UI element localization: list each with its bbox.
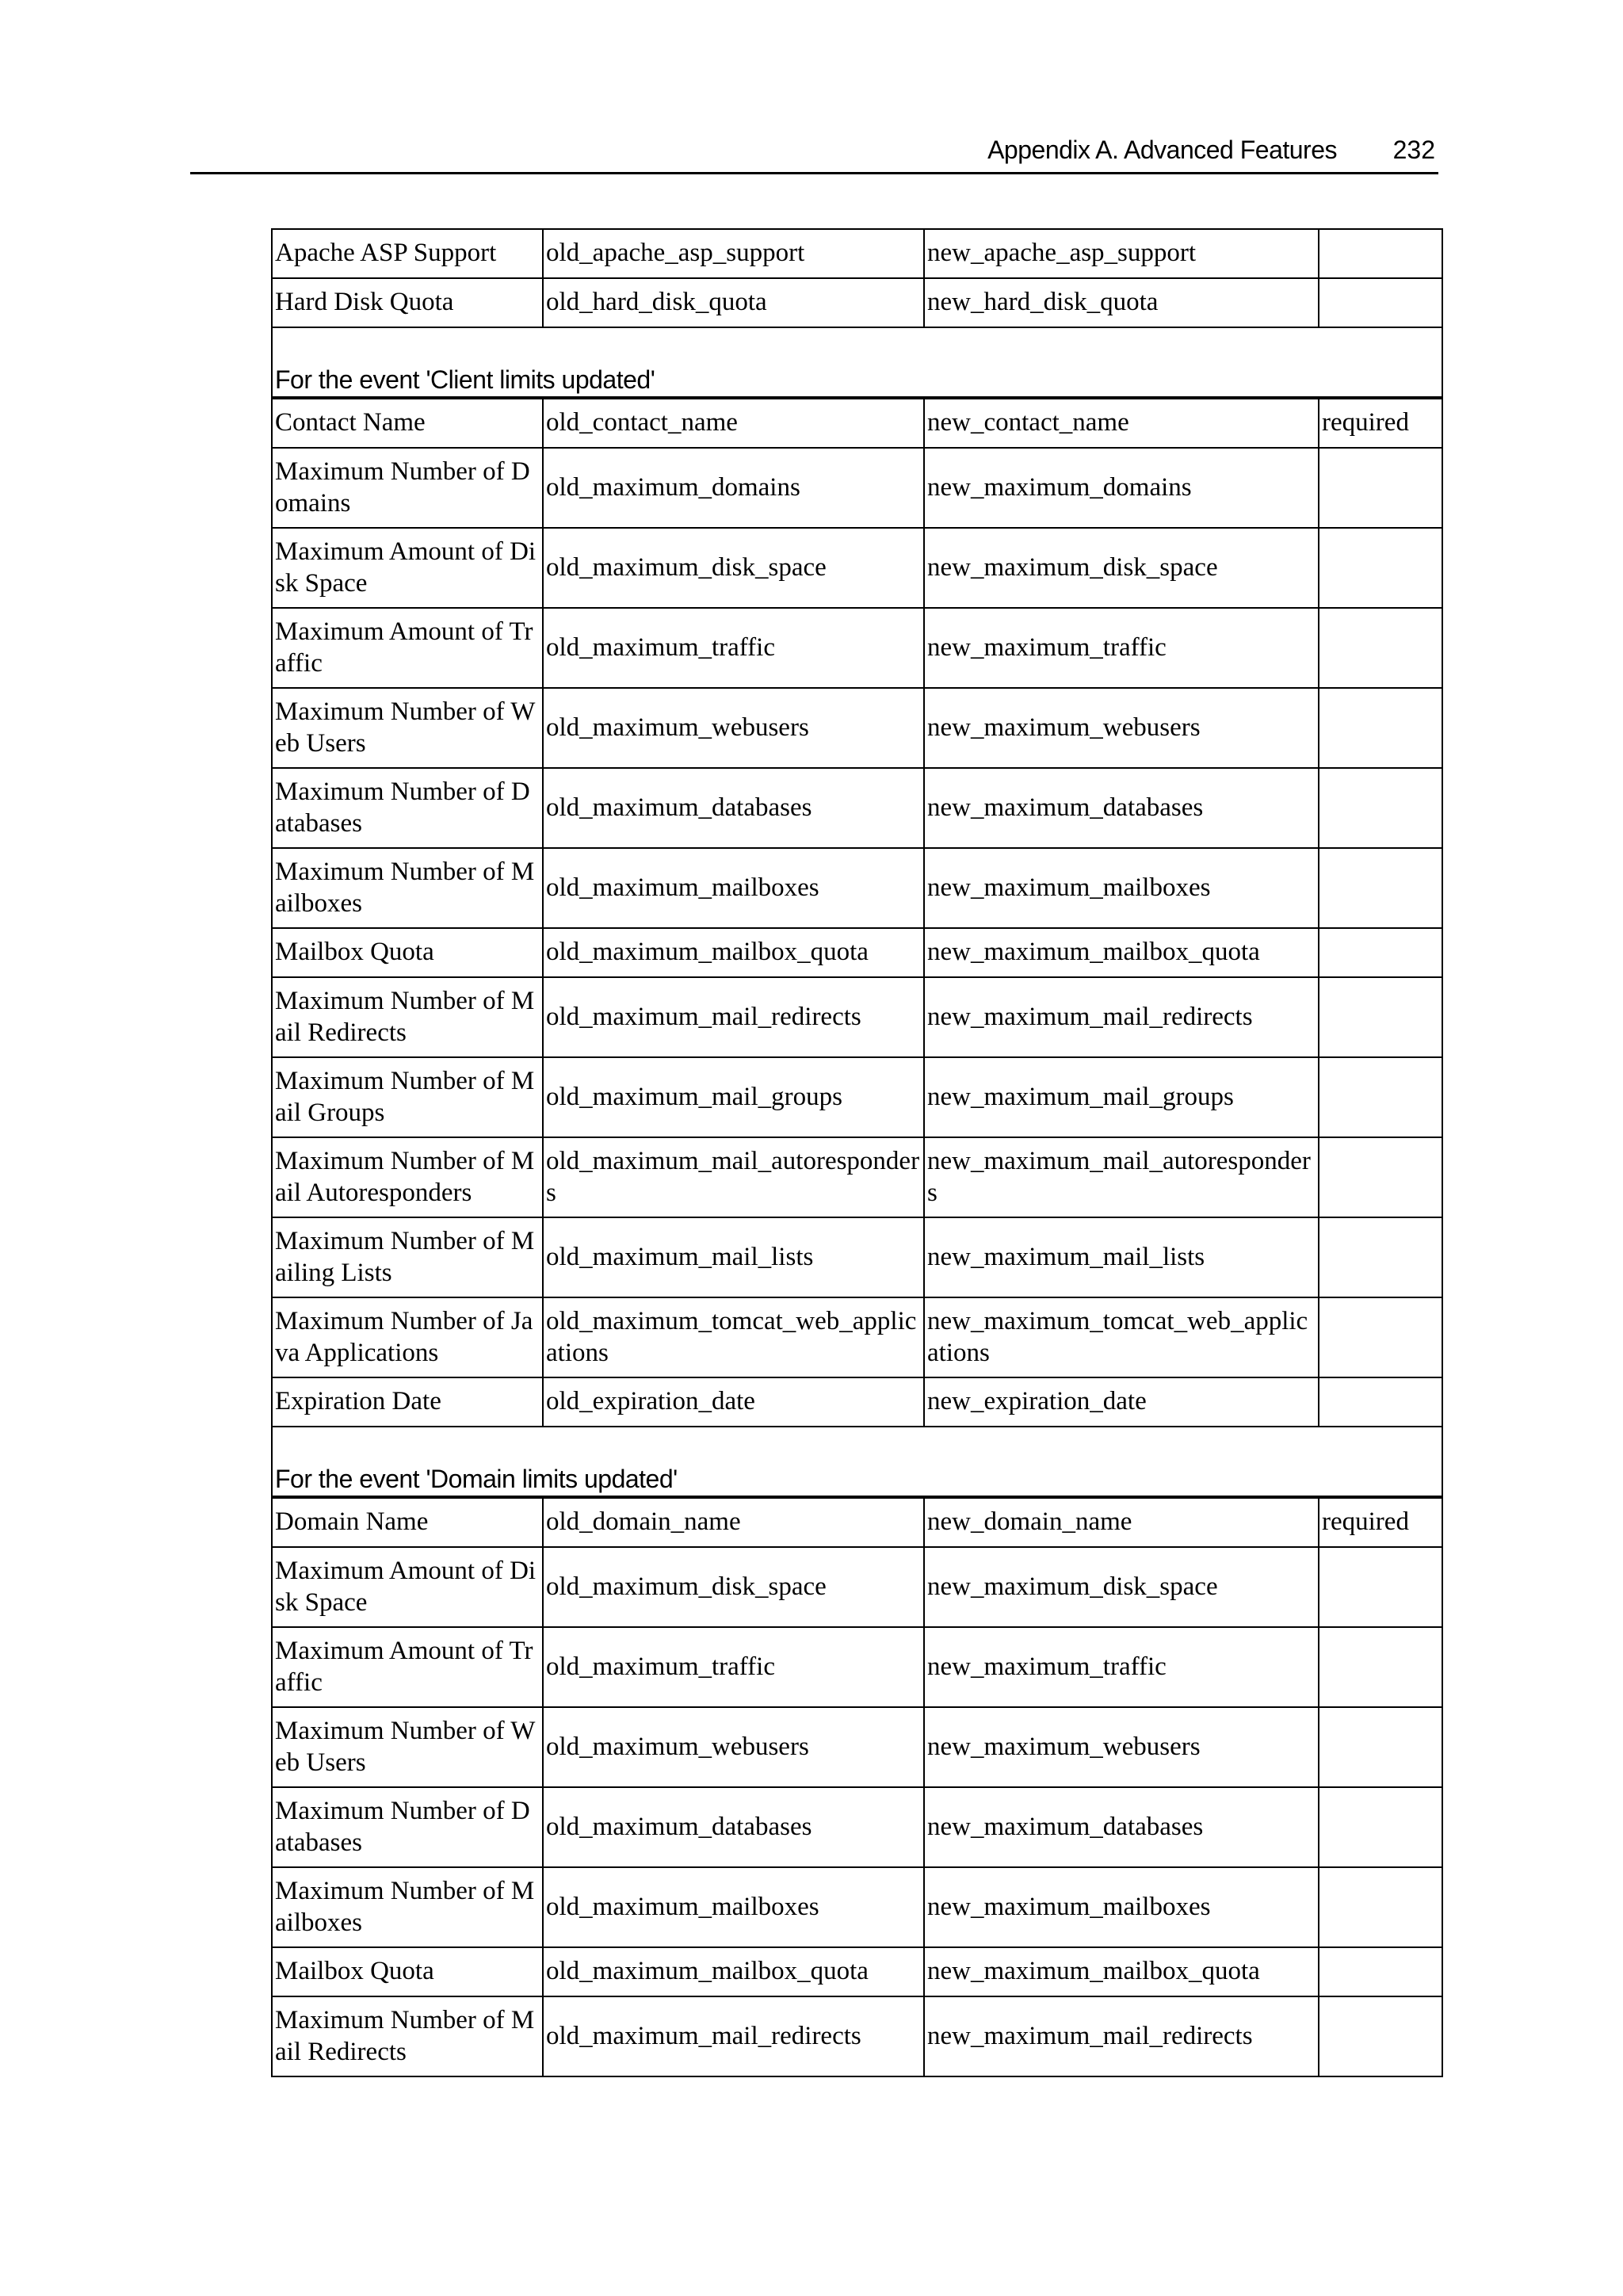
parameter-label-cell: Mailbox Quota [272, 1947, 543, 1996]
new-variable-cell: new_domain_name [924, 1497, 1319, 1547]
new-variable-cell: new_maximum_mail_redirects [924, 977, 1319, 1057]
section-header-row [272, 1427, 1442, 1497]
table-row [272, 1867, 1442, 1947]
table-row [272, 1217, 1442, 1297]
new-variable-cell: new_maximum_tomcat_web_applications [924, 1297, 1319, 1377]
new-variable-cell: new_maximum_mailbox_quota [924, 928, 1319, 977]
old-variable-cell: old_contact_name [543, 398, 924, 448]
parameter-label-cell: Maximum Number of Mail Redirects [272, 977, 543, 1057]
table-row [272, 1297, 1442, 1377]
new-variable-cell: new_hard_disk_quota [924, 278, 1319, 327]
new-variable-cell: new_maximum_databases [924, 768, 1319, 848]
requirement-cell [1319, 768, 1442, 848]
parameter-label-cell: Maximum Amount of Disk Space [272, 528, 543, 608]
old-variable-cell: old_maximum_mailbox_quota [543, 1947, 924, 1996]
requirement-cell [1319, 928, 1442, 977]
table-row [272, 848, 1442, 928]
requirement-cell [1319, 1137, 1442, 1217]
parameter-label-cell: Contact Name [272, 398, 543, 448]
requirement-cell [1319, 1787, 1442, 1867]
parameter-label-cell: Maximum Number of Databases [272, 768, 543, 848]
old-variable-cell: old_maximum_disk_space [543, 528, 924, 608]
new-variable-cell: new_apache_asp_support [924, 229, 1319, 278]
old-variable-cell: old_maximum_disk_space [543, 1547, 924, 1627]
requirement-cell [1319, 528, 1442, 608]
old-variable-cell: old_expiration_date [543, 1377, 924, 1427]
parameter-label-cell: Expiration Date [272, 1377, 543, 1427]
old-variable-cell: old_maximum_mail_redirects [543, 977, 924, 1057]
old-variable-cell: old_maximum_traffic [543, 608, 924, 688]
table-row [272, 688, 1442, 768]
table-row [272, 1787, 1442, 1867]
section-title: For the event 'Client limits updated' [272, 327, 1442, 398]
parameter-label-cell: Apache ASP Support [272, 229, 543, 278]
section-header-row [272, 327, 1442, 398]
requirement-cell [1319, 688, 1442, 768]
table-row [272, 928, 1442, 977]
requirement-cell [1319, 1297, 1442, 1377]
page-header [190, 131, 1438, 174]
parameter-label-cell: Maximum Number of Mail Redirects [272, 1996, 543, 2076]
table-row [272, 1627, 1442, 1707]
old-variable-cell: old_maximum_tomcat_web_applications [543, 1297, 924, 1377]
table-row [272, 1137, 1442, 1217]
new-variable-cell: new_maximum_disk_space [924, 1547, 1319, 1627]
table-row [272, 1057, 1442, 1137]
requirement-cell [1319, 1547, 1442, 1627]
parameter-label-cell: Maximum Number of Mailboxes [272, 848, 543, 928]
table-row [272, 1947, 1442, 1996]
parameter-label-cell: Maximum Number of Mail Autoresponders [272, 1137, 543, 1217]
old-variable-cell: old_domain_name [543, 1497, 924, 1547]
parameter-label-cell: Maximum Amount of Disk Space [272, 1547, 543, 1627]
parameter-label-cell: Maximum Amount of Traffic [272, 1627, 543, 1707]
new-variable-cell: new_maximum_mail_groups [924, 1057, 1319, 1137]
table-row [272, 977, 1442, 1057]
table-row [272, 1707, 1442, 1787]
new-variable-cell: new_maximum_mail_lists [924, 1217, 1319, 1297]
old-variable-cell: old_maximum_domains [543, 448, 924, 528]
table-row [272, 229, 1442, 278]
requirement-cell [1319, 1217, 1442, 1297]
old-variable-cell: old_maximum_mailboxes [543, 1867, 924, 1947]
requirement-cell [1319, 1947, 1442, 1996]
old-variable-cell: old_maximum_mailboxes [543, 848, 924, 928]
table-row [272, 448, 1442, 528]
old-variable-cell: old_maximum_mailbox_quota [543, 928, 924, 977]
parameter-label-cell: Maximum Number of Mailing Lists [272, 1217, 543, 1297]
old-variable-cell: old_maximum_webusers [543, 688, 924, 768]
table-row [272, 1497, 1442, 1547]
parameter-label-cell: Maximum Number of Domains [272, 448, 543, 528]
parameter-label-cell: Hard Disk Quota [272, 278, 543, 327]
parameter-label-cell: Maximum Number of Java Applications [272, 1297, 543, 1377]
parameter-label-cell: Mailbox Quota [272, 928, 543, 977]
parameter-label-cell: Maximum Number of Web Users [272, 1707, 543, 1787]
requirement-cell: required [1319, 398, 1442, 448]
table-row [272, 608, 1442, 688]
table-row [272, 1547, 1442, 1627]
table-row [272, 528, 1442, 608]
new-variable-cell: new_maximum_traffic [924, 608, 1319, 688]
old-variable-cell: old_maximum_databases [543, 1787, 924, 1867]
new-variable-cell: new_maximum_domains [924, 448, 1319, 528]
new-variable-cell: new_expiration_date [924, 1377, 1319, 1427]
table-row [272, 278, 1442, 327]
parameter-label-cell: Maximum Number of Mailboxes [272, 1867, 543, 1947]
requirement-cell [1319, 977, 1442, 1057]
page-number: 232 [1392, 136, 1435, 164]
requirement-cell [1319, 1057, 1442, 1137]
old-variable-cell: old_maximum_databases [543, 768, 924, 848]
section-title: For the event 'Domain limits updated' [272, 1427, 1442, 1497]
parameter-label-cell: Maximum Amount of Traffic [272, 608, 543, 688]
new-variable-cell: new_maximum_disk_space [924, 528, 1319, 608]
requirement-cell [1319, 448, 1442, 528]
old-variable-cell: old_maximum_mail_redirects [543, 1996, 924, 2076]
requirement-cell: required [1319, 1497, 1442, 1547]
new-variable-cell: new_maximum_databases [924, 1787, 1319, 1867]
old-variable-cell: old_apache_asp_support [543, 229, 924, 278]
new-variable-cell: new_maximum_webusers [924, 1707, 1319, 1787]
requirement-cell [1319, 1867, 1442, 1947]
new-variable-cell: new_maximum_mail_redirects [924, 1996, 1319, 2076]
requirement-cell [1319, 1377, 1442, 1427]
requirement-cell [1319, 848, 1442, 928]
old-variable-cell: old_maximum_webusers [543, 1707, 924, 1787]
event-parameters-table [271, 228, 1443, 2077]
requirement-cell [1319, 1627, 1442, 1707]
requirement-cell [1319, 229, 1442, 278]
requirement-cell [1319, 608, 1442, 688]
old-variable-cell: old_maximum_mail_autoresponders [543, 1137, 924, 1217]
table-row [272, 398, 1442, 448]
new-variable-cell: new_maximum_traffic [924, 1627, 1319, 1707]
table-body [272, 229, 1442, 2076]
new-variable-cell: new_maximum_webusers [924, 688, 1319, 768]
requirement-cell [1319, 1707, 1442, 1787]
new-variable-cell: new_maximum_mailboxes [924, 848, 1319, 928]
new-variable-cell: new_contact_name [924, 398, 1319, 448]
requirement-cell [1319, 278, 1442, 327]
parameter-label-cell: Maximum Number of Databases [272, 1787, 543, 1867]
new-variable-cell: new_maximum_mailbox_quota [924, 1947, 1319, 1996]
table-row [272, 1996, 1442, 2076]
new-variable-cell: new_maximum_mailboxes [924, 1867, 1319, 1947]
parameter-label-cell: Maximum Number of Mail Groups [272, 1057, 543, 1137]
requirement-cell [1319, 1996, 1442, 2076]
old-variable-cell: old_maximum_mail_lists [543, 1217, 924, 1297]
parameter-label-cell: Maximum Number of Web Users [272, 688, 543, 768]
parameter-label-cell: Domain Name [272, 1497, 543, 1547]
header-title: Appendix A. Advanced Features [987, 136, 1337, 164]
old-variable-cell: old_maximum_traffic [543, 1627, 924, 1707]
table-row [272, 768, 1442, 848]
new-variable-cell: new_maximum_mail_autoresponders [924, 1137, 1319, 1217]
table-row [272, 1377, 1442, 1427]
old-variable-cell: old_hard_disk_quota [543, 278, 924, 327]
old-variable-cell: old_maximum_mail_groups [543, 1057, 924, 1137]
